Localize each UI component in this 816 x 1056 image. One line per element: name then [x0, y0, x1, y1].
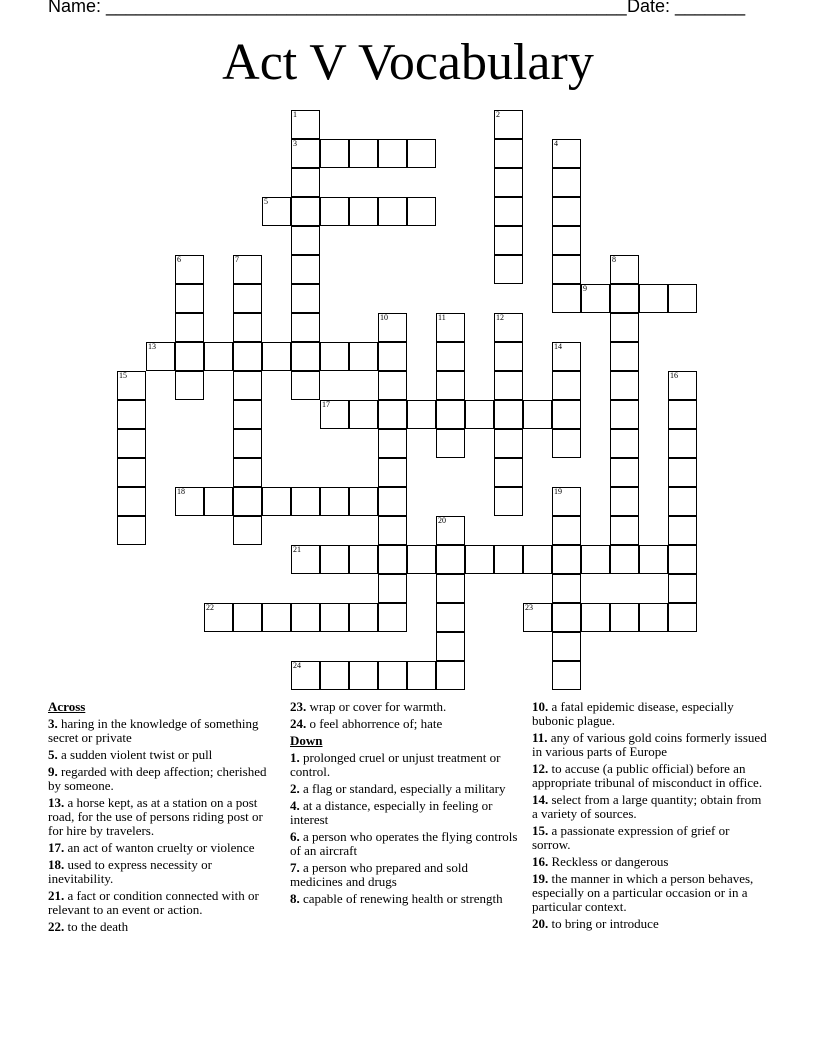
- clue-text: Reckless or dangerous: [551, 854, 669, 869]
- clue-across-23: [290, 700, 522, 714]
- grid-cell[interactable]: [610, 284, 639, 313]
- grid-cell[interactable]: [407, 139, 436, 168]
- grid-cell[interactable]: [494, 168, 523, 197]
- clue-number: 8.: [290, 891, 300, 906]
- grid-cell[interactable]: [436, 603, 465, 632]
- grid-cell[interactable]: [320, 545, 349, 574]
- grid-cell[interactable]: [175, 371, 204, 400]
- grid-cell[interactable]: [233, 284, 262, 313]
- grid-cell[interactable]: [349, 139, 378, 168]
- clue-text: a flag or standard, especially a military: [303, 781, 506, 796]
- clue-down-11: [532, 731, 768, 759]
- cell-number: 1: [293, 110, 297, 119]
- grid-cell[interactable]: [494, 139, 523, 168]
- grid-cell[interactable]: [262, 487, 291, 516]
- clue-across-5: [48, 748, 280, 762]
- grid-cell[interactable]: [436, 400, 465, 429]
- clue-down-15: [532, 824, 768, 852]
- grid-cell[interactable]: [436, 661, 465, 690]
- grid-cell[interactable]: [639, 284, 668, 313]
- cell-number: 6: [177, 255, 181, 264]
- clue-number: 10.: [532, 699, 549, 714]
- clue-across-22: [48, 920, 280, 934]
- clue-number: 9.: [48, 764, 58, 779]
- grid-cell[interactable]: [610, 487, 639, 516]
- clue-text: to the death: [67, 919, 129, 934]
- clue-text: a sudden violent twist or pull: [61, 747, 213, 762]
- grid-cell[interactable]: [291, 603, 320, 632]
- grid-cell[interactable]: [117, 458, 146, 487]
- grid-cell[interactable]: [378, 487, 407, 516]
- cell-number: 15: [119, 371, 127, 380]
- grid-cell[interactable]: [523, 545, 552, 574]
- grid-cell[interactable]: [668, 429, 697, 458]
- grid-cell[interactable]: [494, 255, 523, 284]
- clue-down-10: [532, 700, 768, 728]
- grid-cell[interactable]: [494, 400, 523, 429]
- cell-number: 7: [235, 255, 239, 264]
- grid-cell[interactable]: [494, 197, 523, 226]
- clue-text: an act of wanton cruelty or violence: [67, 840, 255, 855]
- grid-cell[interactable]: [465, 545, 494, 574]
- cell-number: 21: [293, 545, 301, 554]
- clue-number: 18.: [48, 857, 65, 872]
- grid-cell[interactable]: [378, 429, 407, 458]
- grid-cell[interactable]: [320, 661, 349, 690]
- clue-number: 15.: [532, 823, 549, 838]
- name-field-label: Name: ____________________________________________________: [48, 0, 627, 16]
- grid-cell[interactable]: [494, 342, 523, 371]
- cell-number: 24: [293, 661, 301, 670]
- clue-down-14: [532, 793, 768, 821]
- clue-down-19: [532, 872, 768, 914]
- across-heading: Across: [48, 699, 86, 714]
- grid-cell[interactable]: [320, 342, 349, 371]
- clue-number: 1.: [290, 750, 300, 765]
- grid-cell[interactable]: [378, 603, 407, 632]
- grid-cell[interactable]: [668, 603, 697, 632]
- clue-number: 3.: [48, 716, 58, 731]
- clue-across-21: [48, 889, 280, 917]
- cell-number: 19: [554, 487, 562, 496]
- down-heading: Down: [290, 733, 323, 748]
- grid-cell[interactable]: [494, 429, 523, 458]
- clue-number: 2.: [290, 781, 300, 796]
- grid-cell[interactable]: [291, 226, 320, 255]
- grid-cell[interactable]: [552, 661, 581, 690]
- grid-cell[interactable]: [233, 342, 262, 371]
- grid-cell[interactable]: [175, 284, 204, 313]
- clue-down-1: [290, 751, 522, 779]
- clue-text: any of various gold coins formerly issued in various parts of Europe: [532, 730, 767, 759]
- clue-down-4: [290, 799, 522, 827]
- clue-text: used to express necessity or inevitability.: [48, 857, 212, 886]
- grid-cell[interactable]: [552, 226, 581, 255]
- clue-down-20: [532, 917, 768, 931]
- grid-cell[interactable]: [291, 313, 320, 342]
- grid-cell[interactable]: [320, 197, 349, 226]
- cell-number: 13: [148, 342, 156, 351]
- clue-number: 12.: [532, 761, 549, 776]
- page-title: Act V Vocabulary: [222, 34, 594, 91]
- clue-number: 16.: [532, 854, 549, 869]
- clue-number: 22.: [48, 919, 65, 934]
- grid-cell[interactable]: [117, 429, 146, 458]
- grid-cell[interactable]: [378, 458, 407, 487]
- clue-number: 23.: [290, 699, 307, 714]
- grid-cell[interactable]: [378, 342, 407, 371]
- grid-cell[interactable]: [610, 516, 639, 545]
- grid-cell[interactable]: [262, 342, 291, 371]
- clue-number: 17.: [48, 840, 65, 855]
- grid-cell[interactable]: [262, 603, 291, 632]
- grid-cell[interactable]: [320, 139, 349, 168]
- grid-cell[interactable]: [436, 429, 465, 458]
- grid-cell[interactable]: [668, 487, 697, 516]
- grid-cell[interactable]: [668, 516, 697, 545]
- grid-cell[interactable]: [291, 168, 320, 197]
- grid-cell[interactable]: [610, 371, 639, 400]
- clue-text: a person who operates the flying controls of an aircraft: [290, 829, 518, 858]
- clue-column-1: [48, 700, 280, 937]
- grid-cell[interactable]: [552, 168, 581, 197]
- grid-cell[interactable]: [378, 661, 407, 690]
- cell-number: 8: [612, 255, 616, 264]
- grid-cell[interactable]: [494, 458, 523, 487]
- grid-cell[interactable]: [523, 400, 552, 429]
- cell-number: 4: [554, 139, 558, 148]
- grid-cell[interactable]: [610, 342, 639, 371]
- grid-cell[interactable]: [552, 574, 581, 603]
- clue-text: at a distance, especially in feeling or interest: [290, 798, 493, 827]
- grid-cell[interactable]: [552, 429, 581, 458]
- grid-cell[interactable]: [291, 255, 320, 284]
- clue-number: 5.: [48, 747, 58, 762]
- grid-cell[interactable]: [552, 516, 581, 545]
- clue-across-3: [48, 717, 280, 745]
- clue-text: select from a large quantity; obtain from a variety of sources.: [532, 792, 762, 821]
- grid-cell[interactable]: [639, 545, 668, 574]
- clue-across-13: [48, 796, 280, 838]
- clue-text: to accuse (a public official) before an appropriate tribunal of misconduct in office.: [532, 761, 763, 790]
- grid-cell[interactable]: [436, 545, 465, 574]
- grid-cell[interactable]: [117, 400, 146, 429]
- grid-cell[interactable]: [639, 603, 668, 632]
- grid-cell[interactable]: [349, 545, 378, 574]
- cell-number: 16: [670, 371, 678, 380]
- grid-cell[interactable]: [378, 574, 407, 603]
- grid-cell[interactable]: [175, 313, 204, 342]
- grid-cell[interactable]: [610, 458, 639, 487]
- grid-cell[interactable]: [349, 661, 378, 690]
- clue-number: 11.: [532, 730, 548, 745]
- cell-number: 10: [380, 313, 388, 322]
- clue-text: a fatal epidemic disease, especially bubonic plague.: [532, 699, 734, 728]
- clue-column-2: [290, 700, 522, 909]
- clue-text: o feel abhorrence of; hate: [309, 716, 443, 731]
- grid-cell[interactable]: [349, 603, 378, 632]
- grid-cell[interactable]: [407, 661, 436, 690]
- clue-text: wrap or cover for warmth.: [309, 699, 447, 714]
- grid-cell[interactable]: [552, 284, 581, 313]
- grid-cell[interactable]: [407, 400, 436, 429]
- grid-cell[interactable]: [552, 371, 581, 400]
- grid-cell[interactable]: [204, 342, 233, 371]
- clue-text: a person who prepared and sold medicines and drugs: [290, 860, 468, 889]
- clue-down-6: [290, 830, 522, 858]
- grid-cell[interactable]: [175, 342, 204, 371]
- grid-cell[interactable]: [233, 603, 262, 632]
- clue-text: prolonged cruel or unjust treatment or control.: [290, 750, 501, 779]
- grid-cell[interactable]: [320, 603, 349, 632]
- clue-across-9: [48, 765, 280, 793]
- clue-number: 4.: [290, 798, 300, 813]
- grid-cell[interactable]: [668, 458, 697, 487]
- grid-cell[interactable]: [349, 487, 378, 516]
- grid-cell[interactable]: [552, 197, 581, 226]
- date-field-label: Date: _______: [627, 0, 746, 16]
- grid-cell[interactable]: [552, 632, 581, 661]
- grid-cell[interactable]: [668, 400, 697, 429]
- grid-cell[interactable]: [668, 284, 697, 313]
- clue-number: 14.: [532, 792, 549, 807]
- cell-number: 12: [496, 313, 504, 322]
- clue-across-24: [290, 717, 522, 731]
- grid-cell[interactable]: [349, 342, 378, 371]
- grid-cell[interactable]: [291, 371, 320, 400]
- grid-cell[interactable]: [320, 487, 349, 516]
- grid-cell[interactable]: [552, 603, 581, 632]
- grid-cell[interactable]: [494, 487, 523, 516]
- cell-number: 9: [583, 284, 587, 293]
- grid-cell[interactable]: [407, 545, 436, 574]
- clue-number: 20.: [532, 916, 549, 931]
- grid-cell[interactable]: [494, 226, 523, 255]
- cell-number: 22: [206, 603, 214, 612]
- grid-cell[interactable]: [552, 545, 581, 574]
- grid-cell[interactable]: [204, 487, 233, 516]
- clue-number: 21.: [48, 888, 65, 903]
- grid-cell[interactable]: [233, 458, 262, 487]
- grid-cell[interactable]: [465, 400, 494, 429]
- grid-cell[interactable]: [117, 516, 146, 545]
- grid-cell[interactable]: [233, 371, 262, 400]
- cell-number: 5: [264, 197, 268, 206]
- grid-cell[interactable]: [233, 400, 262, 429]
- grid-cell[interactable]: [436, 342, 465, 371]
- clue-text: regarded with deep affection; cherished by someone.: [48, 764, 267, 793]
- grid-cell[interactable]: [668, 545, 697, 574]
- grid-cell[interactable]: [494, 545, 523, 574]
- grid-cell[interactable]: [552, 255, 581, 284]
- clue-text: haring in the knowledge of something secret or private: [48, 716, 259, 745]
- grid-cell[interactable]: [668, 574, 697, 603]
- grid-cell[interactable]: [378, 197, 407, 226]
- clue-across-17: [48, 841, 280, 855]
- grid-cell[interactable]: [436, 632, 465, 661]
- grid-cell[interactable]: [291, 487, 320, 516]
- grid-cell[interactable]: [436, 574, 465, 603]
- cell-number: 3: [293, 139, 297, 148]
- cell-number: 11: [438, 313, 446, 322]
- grid-cell[interactable]: [233, 516, 262, 545]
- clue-number: 19.: [532, 871, 549, 886]
- grid-cell[interactable]: [291, 197, 320, 226]
- clue-text: capable of renewing health or strength: [303, 891, 503, 906]
- grid-cell[interactable]: [407, 197, 436, 226]
- clue-across-18: [48, 858, 280, 886]
- grid-cell[interactable]: [291, 284, 320, 313]
- cell-number: 18: [177, 487, 185, 496]
- cell-number: 17: [322, 400, 330, 409]
- grid-cell[interactable]: [436, 371, 465, 400]
- grid-cell[interactable]: [117, 487, 146, 516]
- clue-text: to bring or introduce: [551, 916, 659, 931]
- grid-cell[interactable]: [378, 516, 407, 545]
- grid-cell[interactable]: [378, 400, 407, 429]
- grid-cell[interactable]: [494, 371, 523, 400]
- clue-number: 7.: [290, 860, 300, 875]
- cell-number: 20: [438, 516, 446, 525]
- grid-cell[interactable]: [610, 603, 639, 632]
- clue-number: 13.: [48, 795, 65, 810]
- clue-text: a horse kept, as at a station on a post road, for the use of persons riding post or for hire by travelers.: [48, 795, 263, 838]
- grid-cell[interactable]: [581, 545, 610, 574]
- grid-cell[interactable]: [233, 313, 262, 342]
- grid-cell[interactable]: [610, 545, 639, 574]
- grid-cell[interactable]: [233, 487, 262, 516]
- clue-text: the manner in which a person behaves, especially on a particular occasion or in a particular context.: [532, 871, 754, 914]
- cell-number: 14: [554, 342, 562, 351]
- clue-down-12: [532, 762, 768, 790]
- grid-cell[interactable]: [233, 429, 262, 458]
- clue-down-7: [290, 861, 522, 889]
- clue-text: a passionate expression of grief or sorrow.: [532, 823, 730, 852]
- grid-cell[interactable]: [552, 400, 581, 429]
- grid-cell[interactable]: [291, 342, 320, 371]
- grid-cell[interactable]: [349, 197, 378, 226]
- clue-down-8: [290, 892, 522, 906]
- grid-cell[interactable]: [581, 603, 610, 632]
- grid-cell[interactable]: [610, 429, 639, 458]
- clue-number: 24.: [290, 716, 307, 731]
- grid-cell[interactable]: [349, 400, 378, 429]
- grid-cell[interactable]: [378, 545, 407, 574]
- clue-down-2: [290, 782, 522, 796]
- clue-down-16: [532, 855, 768, 869]
- grid-cell[interactable]: [610, 400, 639, 429]
- clue-text: a fact or condition connected with or relevant to an event or action.: [48, 888, 259, 917]
- clue-column-3: [532, 700, 768, 934]
- cell-number: 23: [525, 603, 533, 612]
- clue-number: 6.: [290, 829, 300, 844]
- cell-number: 2: [496, 110, 500, 119]
- grid-cell[interactable]: [378, 371, 407, 400]
- grid-cell[interactable]: [378, 139, 407, 168]
- grid-cell[interactable]: [610, 313, 639, 342]
